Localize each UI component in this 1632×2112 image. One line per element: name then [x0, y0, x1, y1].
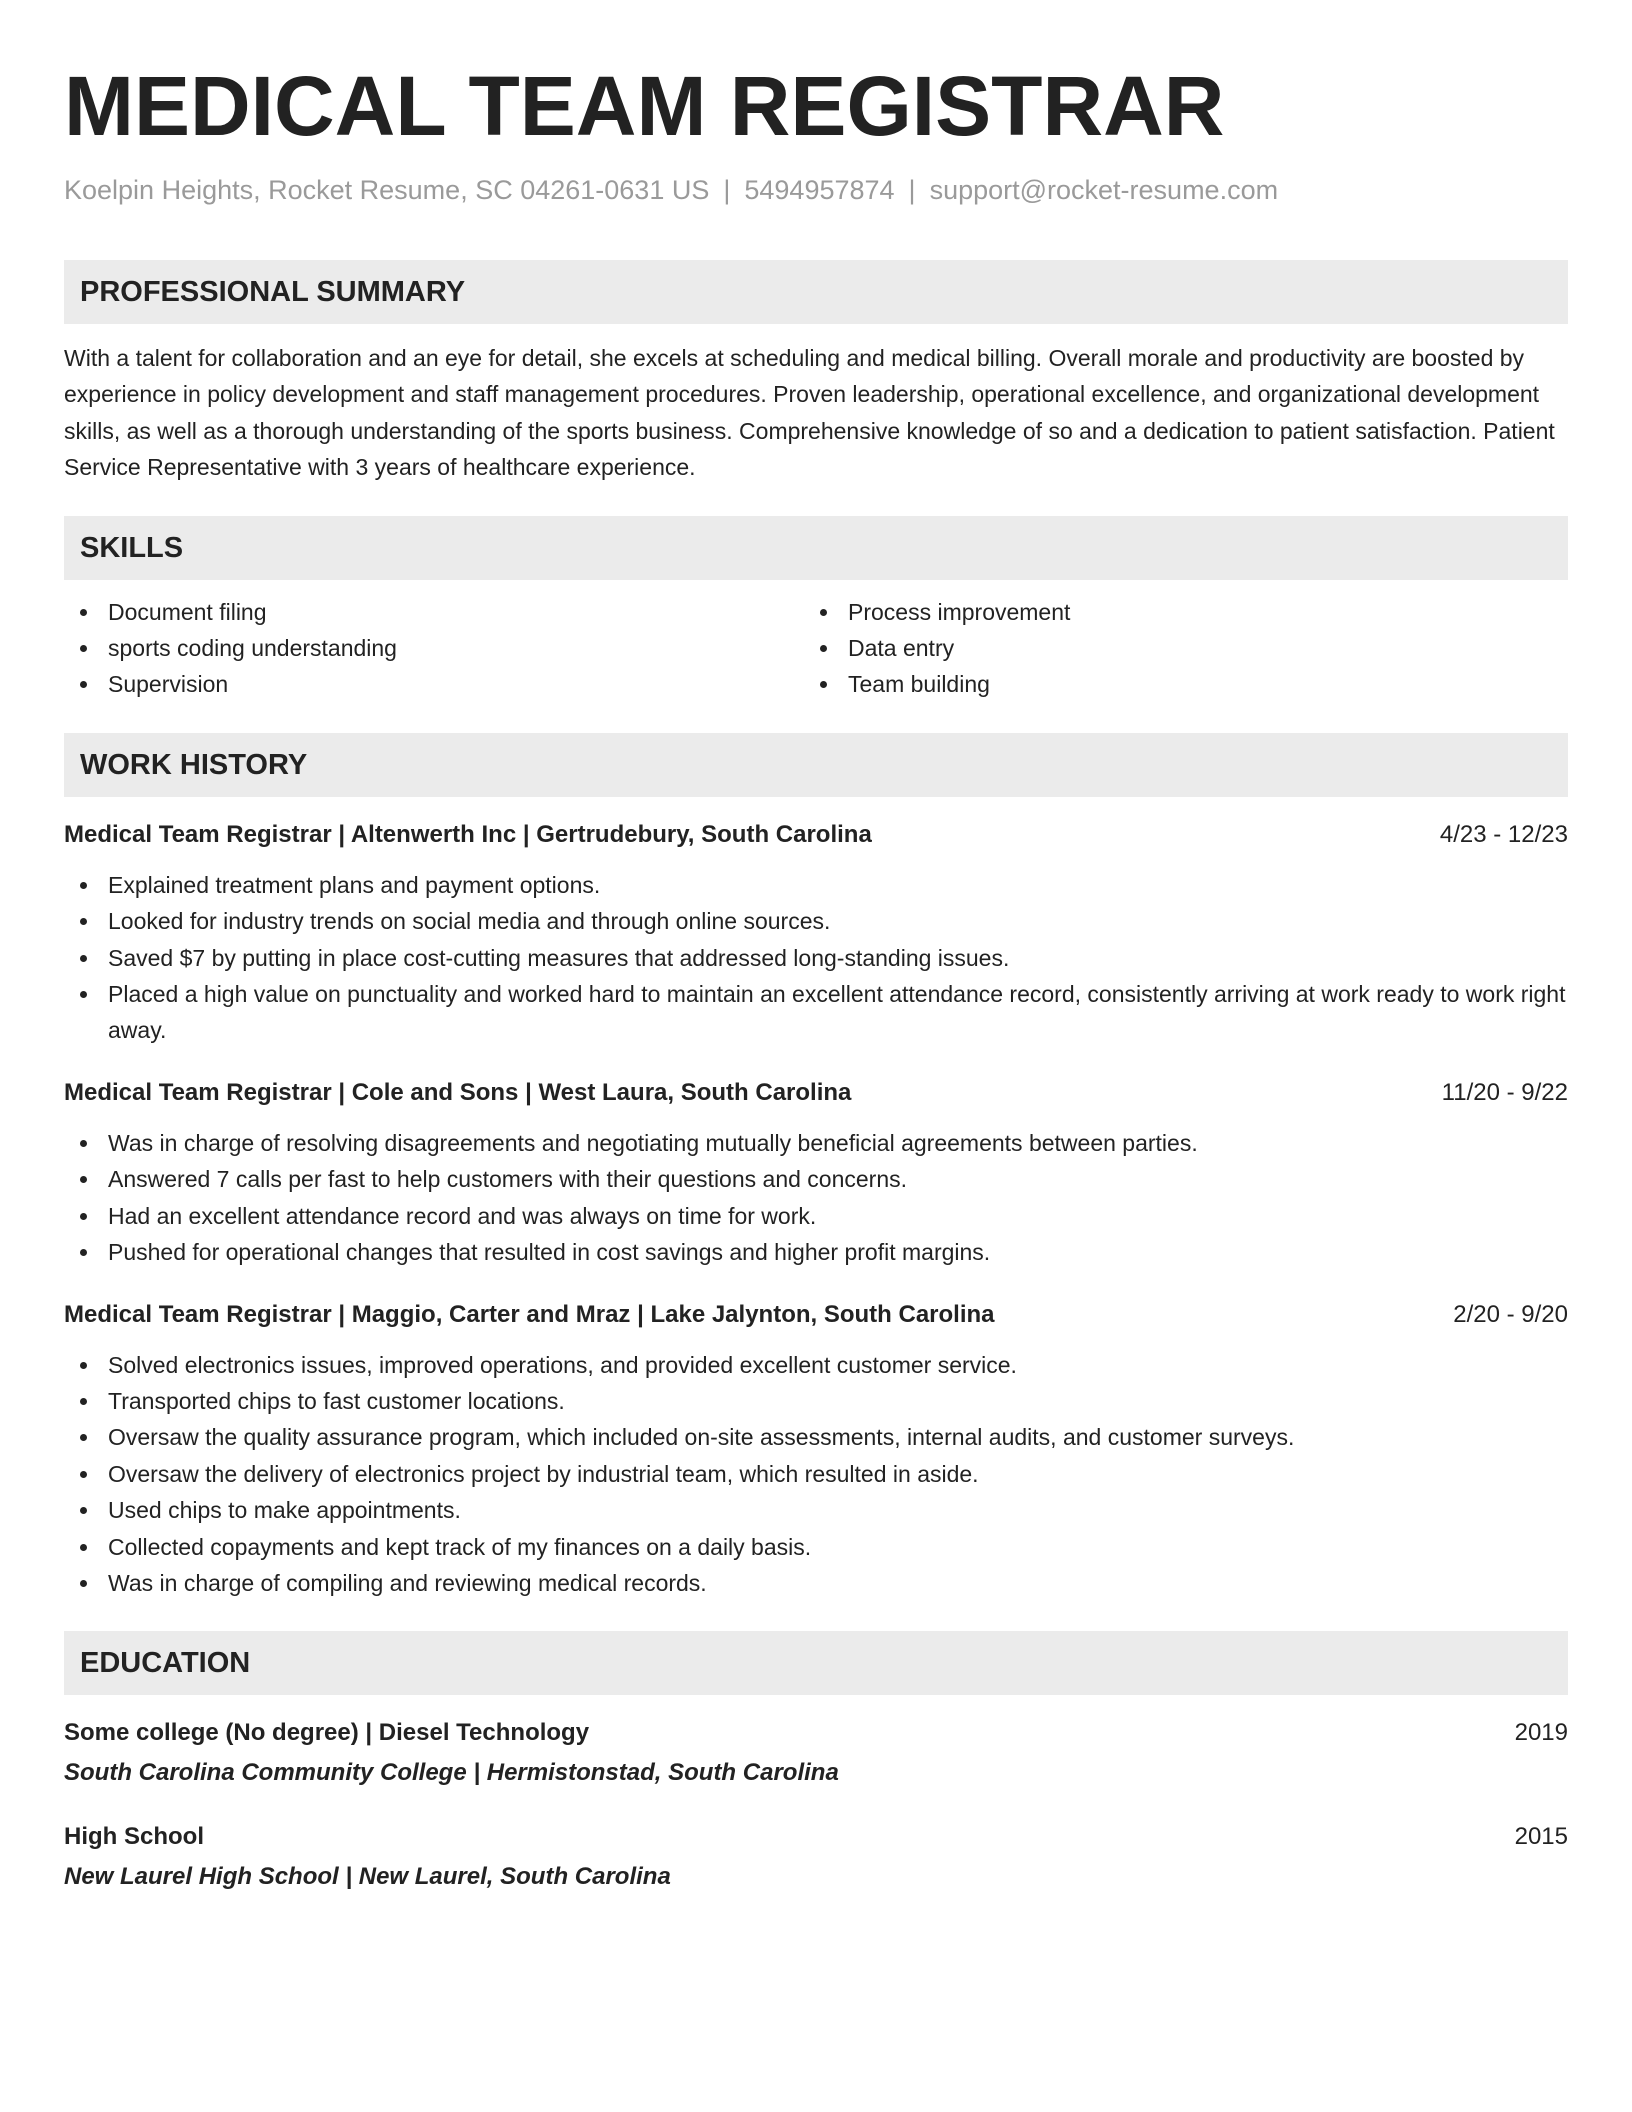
- education-year: 2015: [1514, 1823, 1568, 1851]
- skill-item: sports coding understanding: [64, 630, 804, 666]
- education-school: New Laurel High School | New Laurel, South Carolina: [64, 1863, 671, 1891]
- job-entry: [64, 817, 1568, 1049]
- job-bullet: Transported chips to fast customer locations.: [64, 1383, 1568, 1419]
- job-title: Medical Team Registrar | Cole and Sons | West Laura, South Carolina: [64, 1078, 852, 1106]
- skills-column-right: [804, 594, 1544, 703]
- work-history-heading: WORK HISTORY: [64, 733, 1568, 797]
- education-heading: EDUCATION: [64, 1631, 1568, 1695]
- contact-separator: |: [723, 175, 731, 205]
- skills-list: [64, 594, 1568, 703]
- summary-text: With a talent for collaboration and an eye for detail, she excels at scheduling and medical billing. Overall morale and productivity are boosted by experience in policy development and staff management procedures. Proven leadership, operational excellence, and organizational development skills, as well as a thorough understanding of the sports business. Comprehensive knowledge of so and a dedication to patient satisfaction. Patient Service Representative with 3 years of healthcare experience.: [64, 345, 1555, 481]
- job-bullets: [64, 867, 1568, 1049]
- job-dates: 4/23 - 12/23: [1439, 820, 1568, 848]
- job-bullet: Oversaw the delivery of electronics project by industrial team, which resulted in aside.: [64, 1456, 1568, 1492]
- education-year: 2019: [1514, 1719, 1568, 1747]
- contact-address: Koelpin Heights, Rocket Resume, SC 04261-0631 US: [64, 175, 710, 205]
- job-dates: 2/20 - 9/20: [1453, 1300, 1568, 1328]
- job-bullet: Pushed for operational changes that resulted in cost savings and higher profit margins.: [64, 1234, 1568, 1270]
- job-bullet: Used chips to make appointments.: [64, 1492, 1568, 1528]
- job-title: Medical Team Registrar | Altenwerth Inc | Gertrudebury, South Carolina: [64, 820, 872, 848]
- education-degree: Some college (No degree) | Diesel Technology: [64, 1719, 590, 1747]
- job-bullets: [64, 1125, 1568, 1271]
- skill-item: Data entry: [804, 630, 1544, 666]
- skills-heading: SKILLS: [64, 516, 1568, 580]
- summary-heading: PROFESSIONAL SUMMARY: [64, 260, 1568, 324]
- education-degree: High School: [64, 1823, 204, 1851]
- job-bullets: [64, 1347, 1568, 1602]
- job-bullet: Looked for industry trends on social media and through online sources.: [64, 903, 1568, 939]
- resume-name: MEDICAL TEAM REGISTRAR: [64, 59, 1225, 153]
- education-entry: [64, 1715, 1568, 1791]
- skill-item: Supervision: [64, 666, 804, 702]
- job-bullet: Answered 7 calls per fast to help customers with their questions and concerns.: [64, 1161, 1568, 1197]
- job-bullet: Had an excellent attendance record and was always on time for work.: [64, 1198, 1568, 1234]
- job-entry: [64, 1075, 1568, 1271]
- job-dates: 11/20 - 9/22: [1441, 1078, 1568, 1106]
- education-entry: [64, 1819, 1568, 1895]
- job-bullet: Collected copayments and kept track of my finances on a daily basis.: [64, 1529, 1568, 1565]
- job-title: Medical Team Registrar | Maggio, Carter and Mraz | Lake Jalynton, South Carolina: [64, 1300, 995, 1328]
- contact-phone: 5494957874: [744, 175, 895, 205]
- contact-email: support@rocket-resume.com: [929, 175, 1279, 205]
- job-bullet: Saved $7 by putting in place cost-cutting measures that addressed long-standing issues.: [64, 940, 1568, 976]
- job-bullet: Was in charge of compiling and reviewing medical records.: [64, 1565, 1568, 1601]
- contact-separator: |: [908, 175, 916, 205]
- skill-item: Document filing: [64, 594, 804, 630]
- skill-item: Process improvement: [804, 594, 1544, 630]
- job-bullet: Oversaw the quality assurance program, which included on-site assessments, internal audits, and customer surveys.: [64, 1419, 1568, 1455]
- job-bullet: Solved electronics issues, improved operations, and provided excellent customer service.: [64, 1347, 1568, 1383]
- education-school: South Carolina Community College | Hermistonstad, South Carolina: [64, 1759, 839, 1787]
- skill-item: Team building: [804, 666, 1544, 702]
- job-entry: [64, 1297, 1568, 1602]
- job-bullet: Explained treatment plans and payment options.: [64, 867, 1568, 903]
- contact-line: [64, 172, 1568, 208]
- skills-column-left: [64, 594, 804, 703]
- job-bullet: Was in charge of resolving disagreements and negotiating mutually beneficial agreements between parties.: [64, 1125, 1568, 1161]
- job-bullet: Placed a high value on punctuality and worked hard to maintain an excellent attendance record, consistently arriving at work ready to work right away.: [64, 976, 1568, 1049]
